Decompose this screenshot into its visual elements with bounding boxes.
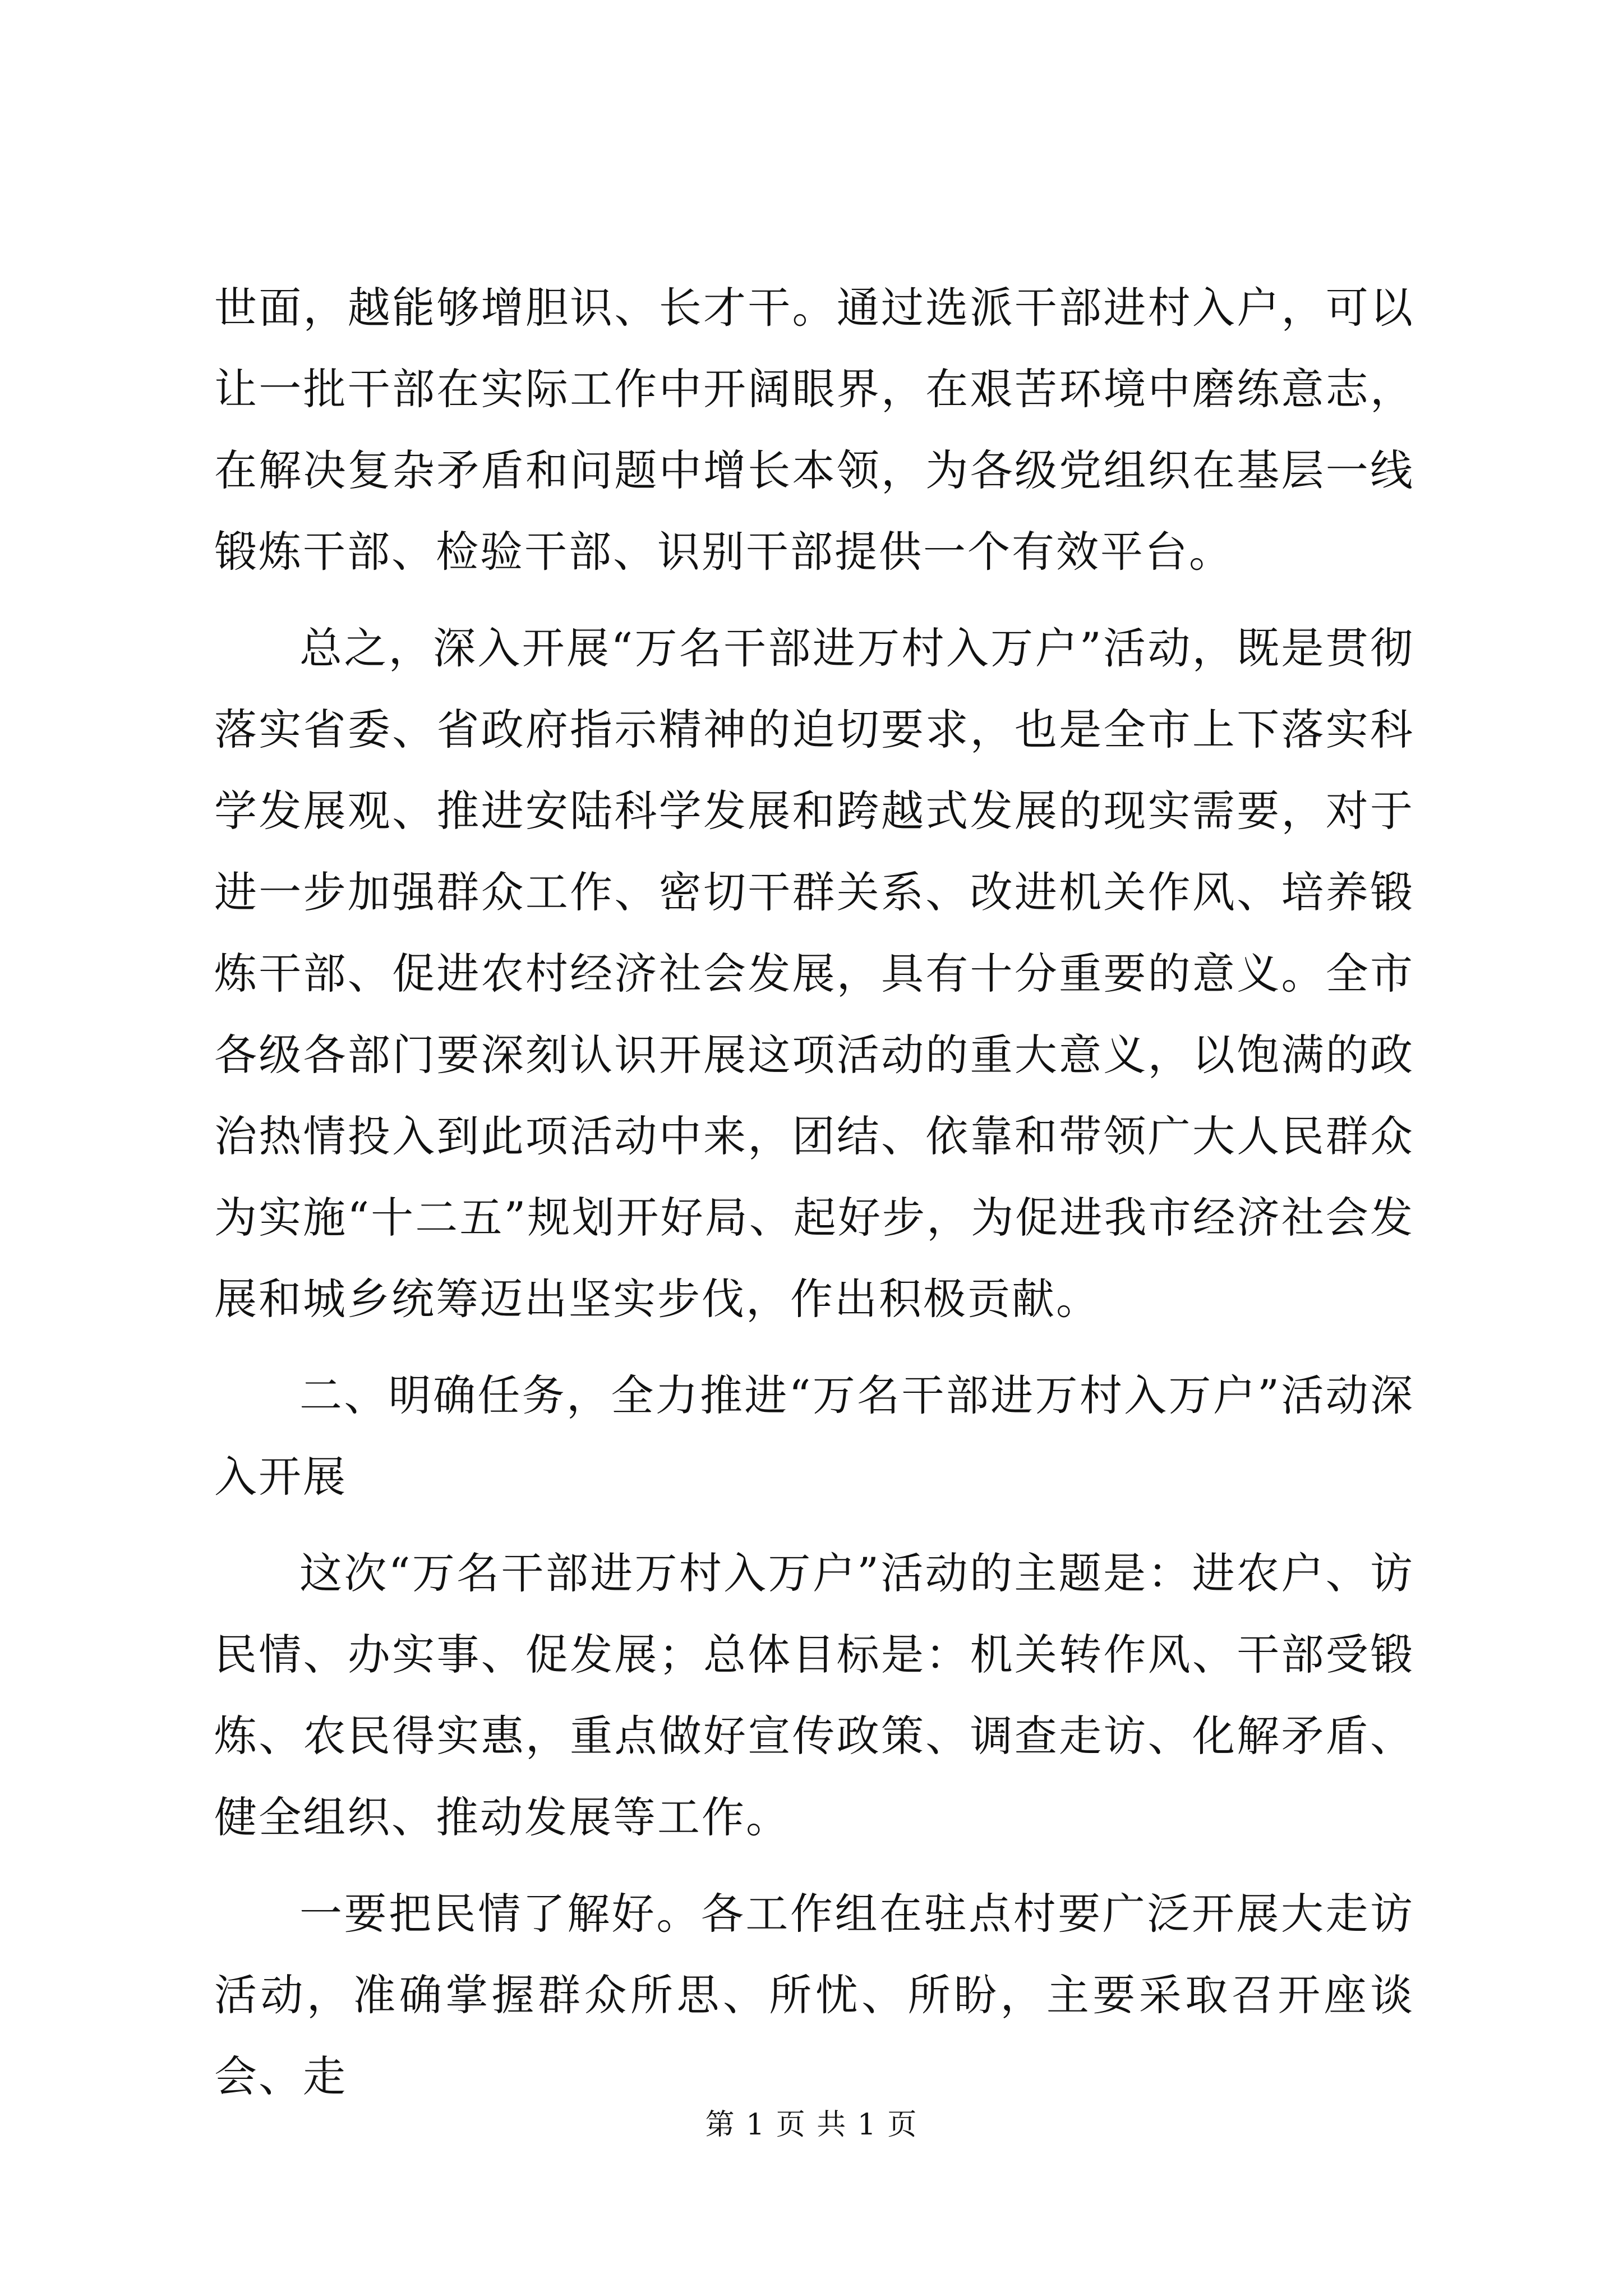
paragraph-4: 一要把民情了解好。各工作组在驻点村要广泛开展大走访活动，准确掌握群众所思、所忧、所盼，主要采取召开座谈会、走	[214, 1889, 1414, 2101]
page-footer: 第 1 页 共 1 页	[705, 2108, 918, 2142]
paragraph-3: 这次“万名干部进万村入万户”活动的主题是：进农户、访民情、办实事、促发展；总体目标是：机关转作风、干部受锻炼、农民得实惠，重点做好宣传政策、调查走访、化解矛盾、健全组织、推动发展等工作。	[214, 1548, 1414, 1842]
document-body	[214, 267, 1414, 2132]
section-heading-2: 二、明确任务，全力推进“万名干部进万村入万户”活动深入开展	[214, 1370, 1414, 1502]
paragraph-1: 世面，越能够增胆识、长才干。通过选派干部进村入户，可以让一批干部在实际工作中开阔眼界，在艰苦环境中磨练意志，在解决复杂矛盾和问题中增长本领，为各级党组织在基层一线锻炼干部、检验干部、识别干部提供一个有效平台。	[214, 283, 1414, 577]
paragraph-2: 总之，深入开展“万名干部进万村入万户”活动，既是贯彻落实省委、省政府指示精神的迫切要求，也是全市上下落实科学发展观、推进安陆科学发展和跨越式发展的现实需要，对于进一步加强群众工作、密切干群关系、改进机关作风、培养锻炼干部、促进农村经济社会发展，具有十分重要的意义。全市各级各部门要深刻认识开展这项活动的重大意义，以饱满的政治热情投入到此项活动中来，团结、依靠和带领广大人民群众为实施“十二五”规划开好局、起好步，为促进我市经济社会发展和城乡统筹迈出坚实步伐，作出积极贡献。	[214, 623, 1414, 1324]
